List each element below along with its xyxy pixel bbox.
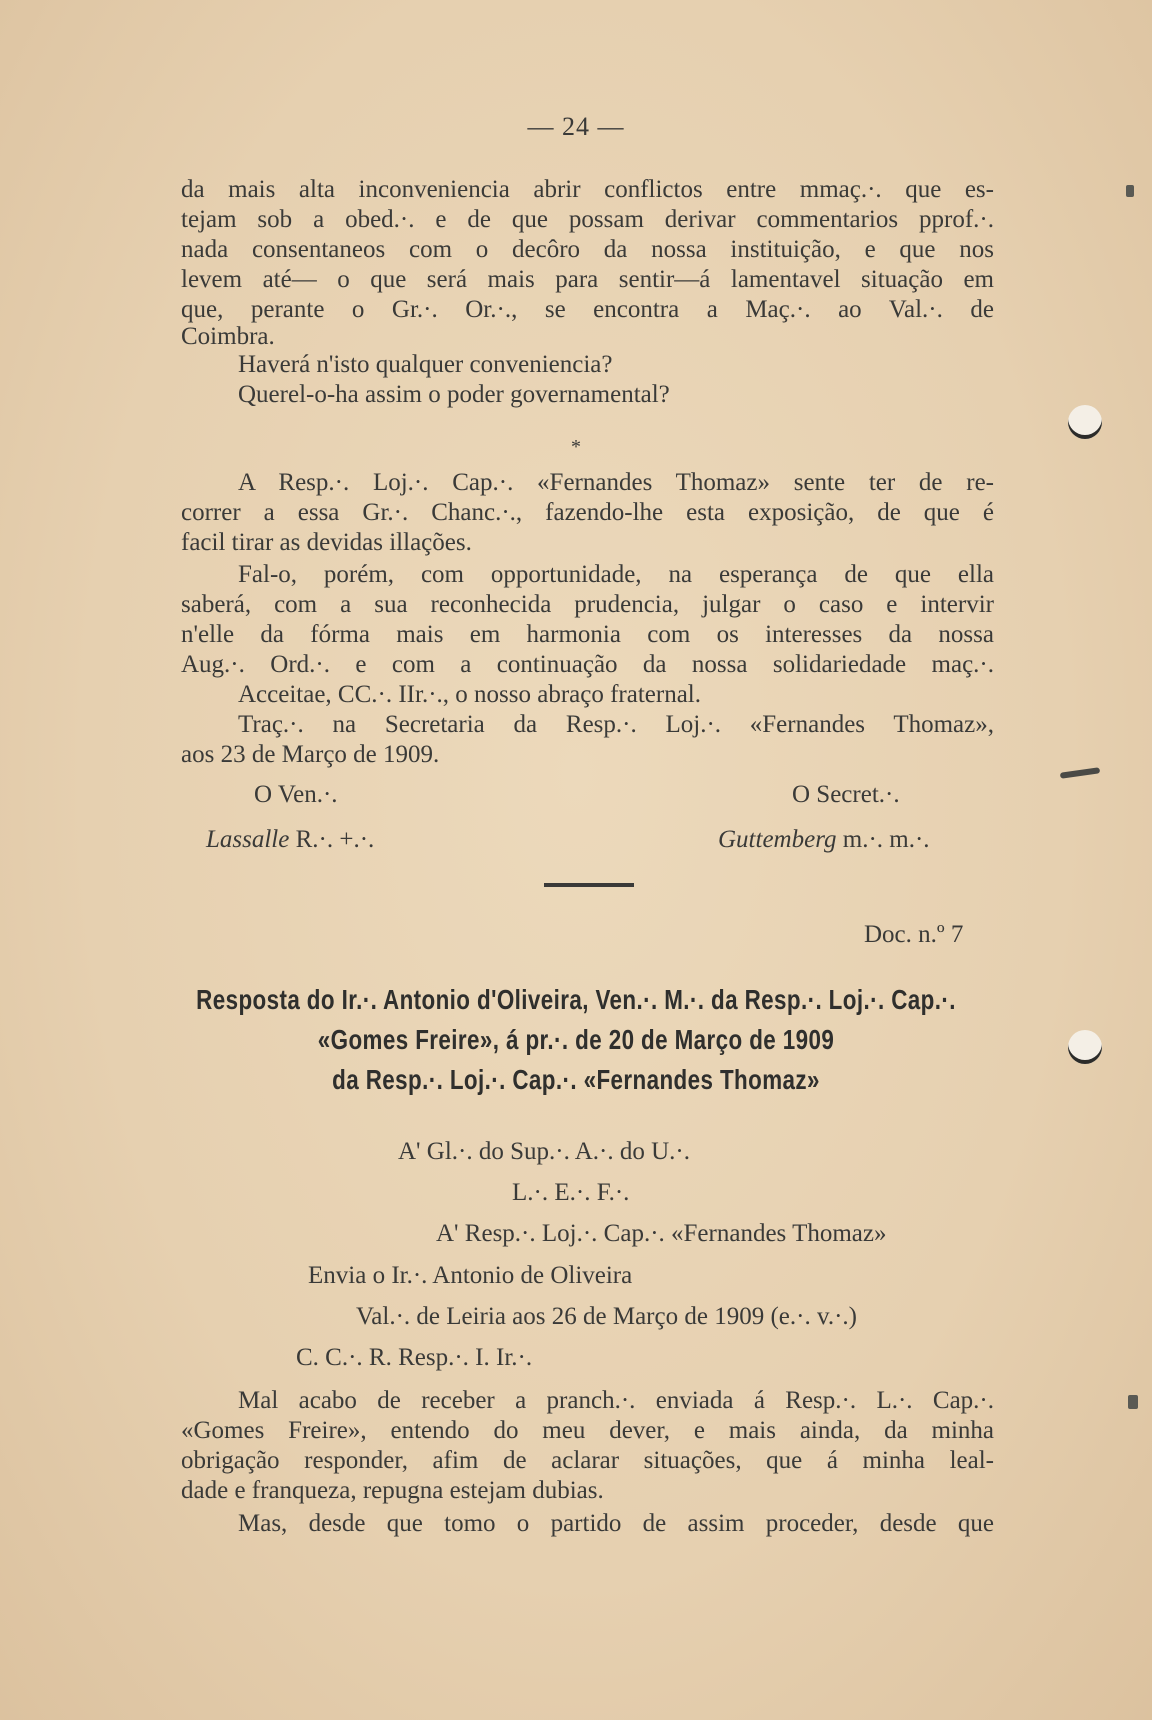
text-line: n'elle da fórma mais em harmonia com os interesses da nossa xyxy=(181,621,994,648)
text-line: aos 23 de Março de 1909. xyxy=(181,741,440,768)
text-line: correr a essa Gr.·. Chanc.·., fazendo-lhe esta exposição, de que é xyxy=(181,499,994,526)
text-line: saberá, com a sua reconhecida prudencia, julgar o caso e intervir xyxy=(181,591,994,618)
binding-hole-mark xyxy=(1068,1030,1102,1064)
page-number: — 24 — xyxy=(527,112,625,141)
letter-header-line: C. C.·. R. Resp.·. I. Ir.·. xyxy=(296,1344,533,1371)
margin-ink-mark xyxy=(1126,185,1134,197)
section-divider xyxy=(544,883,634,887)
text-line: Mas, desde que tomo o partido de assim proceder, desde que xyxy=(238,1510,994,1537)
text-line: Haverá n'isto qualquer conveniencia? xyxy=(238,351,613,378)
signature-right-title: O Secret.·. xyxy=(792,781,900,808)
text-line: que, perante o Gr.·. Or.·., se encontra a Maç.·. ao Val.·. de xyxy=(181,296,994,323)
text-line: da mais alta inconveniencia abrir conflictos entre mmaç.·. que es- xyxy=(181,176,994,203)
text-line: Traç.·. na Secretaria da Resp.·. Loj.·. «Fernandes Thomaz», xyxy=(238,711,994,738)
text-line: Acceitae, CC.·. IIr.·., o nosso abraço fraternal. xyxy=(238,681,702,708)
signature-left xyxy=(206,825,506,855)
section-heading-line: Resposta do Ir.·. Antonio d'Oliveira, Ven.·. M.·. da Resp.·. Loj.·. Cap.·. xyxy=(196,984,956,1015)
text-line: Querel-o-ha assim o poder governamental? xyxy=(238,381,670,408)
letter-header-line: Val.·. de Leiria aos 26 de Março de 1909 (e.·. v.·.) xyxy=(356,1303,857,1330)
text-line: «Gomes Freire», entendo do meu dever, e mais ainda, da minha xyxy=(181,1417,994,1444)
text-line: Fal-o, porém, com opportunidade, na esperança de que ella xyxy=(238,561,994,588)
section-asterisk: * xyxy=(571,436,581,458)
text-line: dade e franqueza, repugna estejam dubias. xyxy=(181,1477,604,1504)
text-line: Mal acabo de receber a pranch.·. enviada á Resp.·. L.·. Cap.·. xyxy=(238,1387,994,1414)
signature-right-suffix: m.·. m.·. xyxy=(842,826,930,853)
text-line: Coimbra. xyxy=(181,323,275,350)
signature-left-title: O Ven.·. xyxy=(254,781,338,808)
binding-hole-mark xyxy=(1068,405,1102,439)
text-line: tejam sob a obed.·. e de que possam derivar commentarios pprof.·. xyxy=(181,206,994,233)
section-heading-line: da Resp.·. Loj.·. Cap.·. «Fernandes Thomaz» xyxy=(332,1064,820,1095)
text-line: nada consentaneos com o decôro da nossa instituição, e que nos xyxy=(181,236,994,263)
margin-ink-mark xyxy=(1128,1395,1138,1409)
text-line: levem até— o que será mais para sentir—á lamentavel situação em xyxy=(181,266,994,293)
signature-right-name: Guttemberg xyxy=(718,826,837,853)
text-line: A Resp.·. Loj.·. Cap.·. «Fernandes Thomaz» sente ter de re- xyxy=(238,469,994,496)
signature-left-suffix: R.·. +.·. xyxy=(295,826,375,853)
letter-header-line: L.·. E.·. F.·. xyxy=(512,1179,630,1206)
text-line: Aug.·. Ord.·. e com a continuação da nossa solidariedade maç.·. xyxy=(181,651,994,678)
signature-left-name: Lassalle xyxy=(206,826,290,853)
margin-ink-mark xyxy=(1060,767,1100,779)
letter-header-line: A' Resp.·. Loj.·. Cap.·. «Fernandes Thomaz» xyxy=(436,1220,887,1247)
text-line: obrigação responder, afim de aclarar situações, que á minha leal- xyxy=(181,1447,994,1474)
signature-right xyxy=(718,825,1018,855)
letter-header-line: A' Gl.·. do Sup.·. A.·. do U.·. xyxy=(398,1138,690,1165)
letter-header-line: Envia o Ir.·. Antonio de Oliveira xyxy=(308,1262,633,1289)
document-number: Doc. n.º 7 xyxy=(864,921,964,948)
text-line: facil tirar as devidas illações. xyxy=(181,529,472,556)
section-heading-line: «Gomes Freire», á pr.·. de 20 de Março de 1909 xyxy=(317,1024,835,1055)
